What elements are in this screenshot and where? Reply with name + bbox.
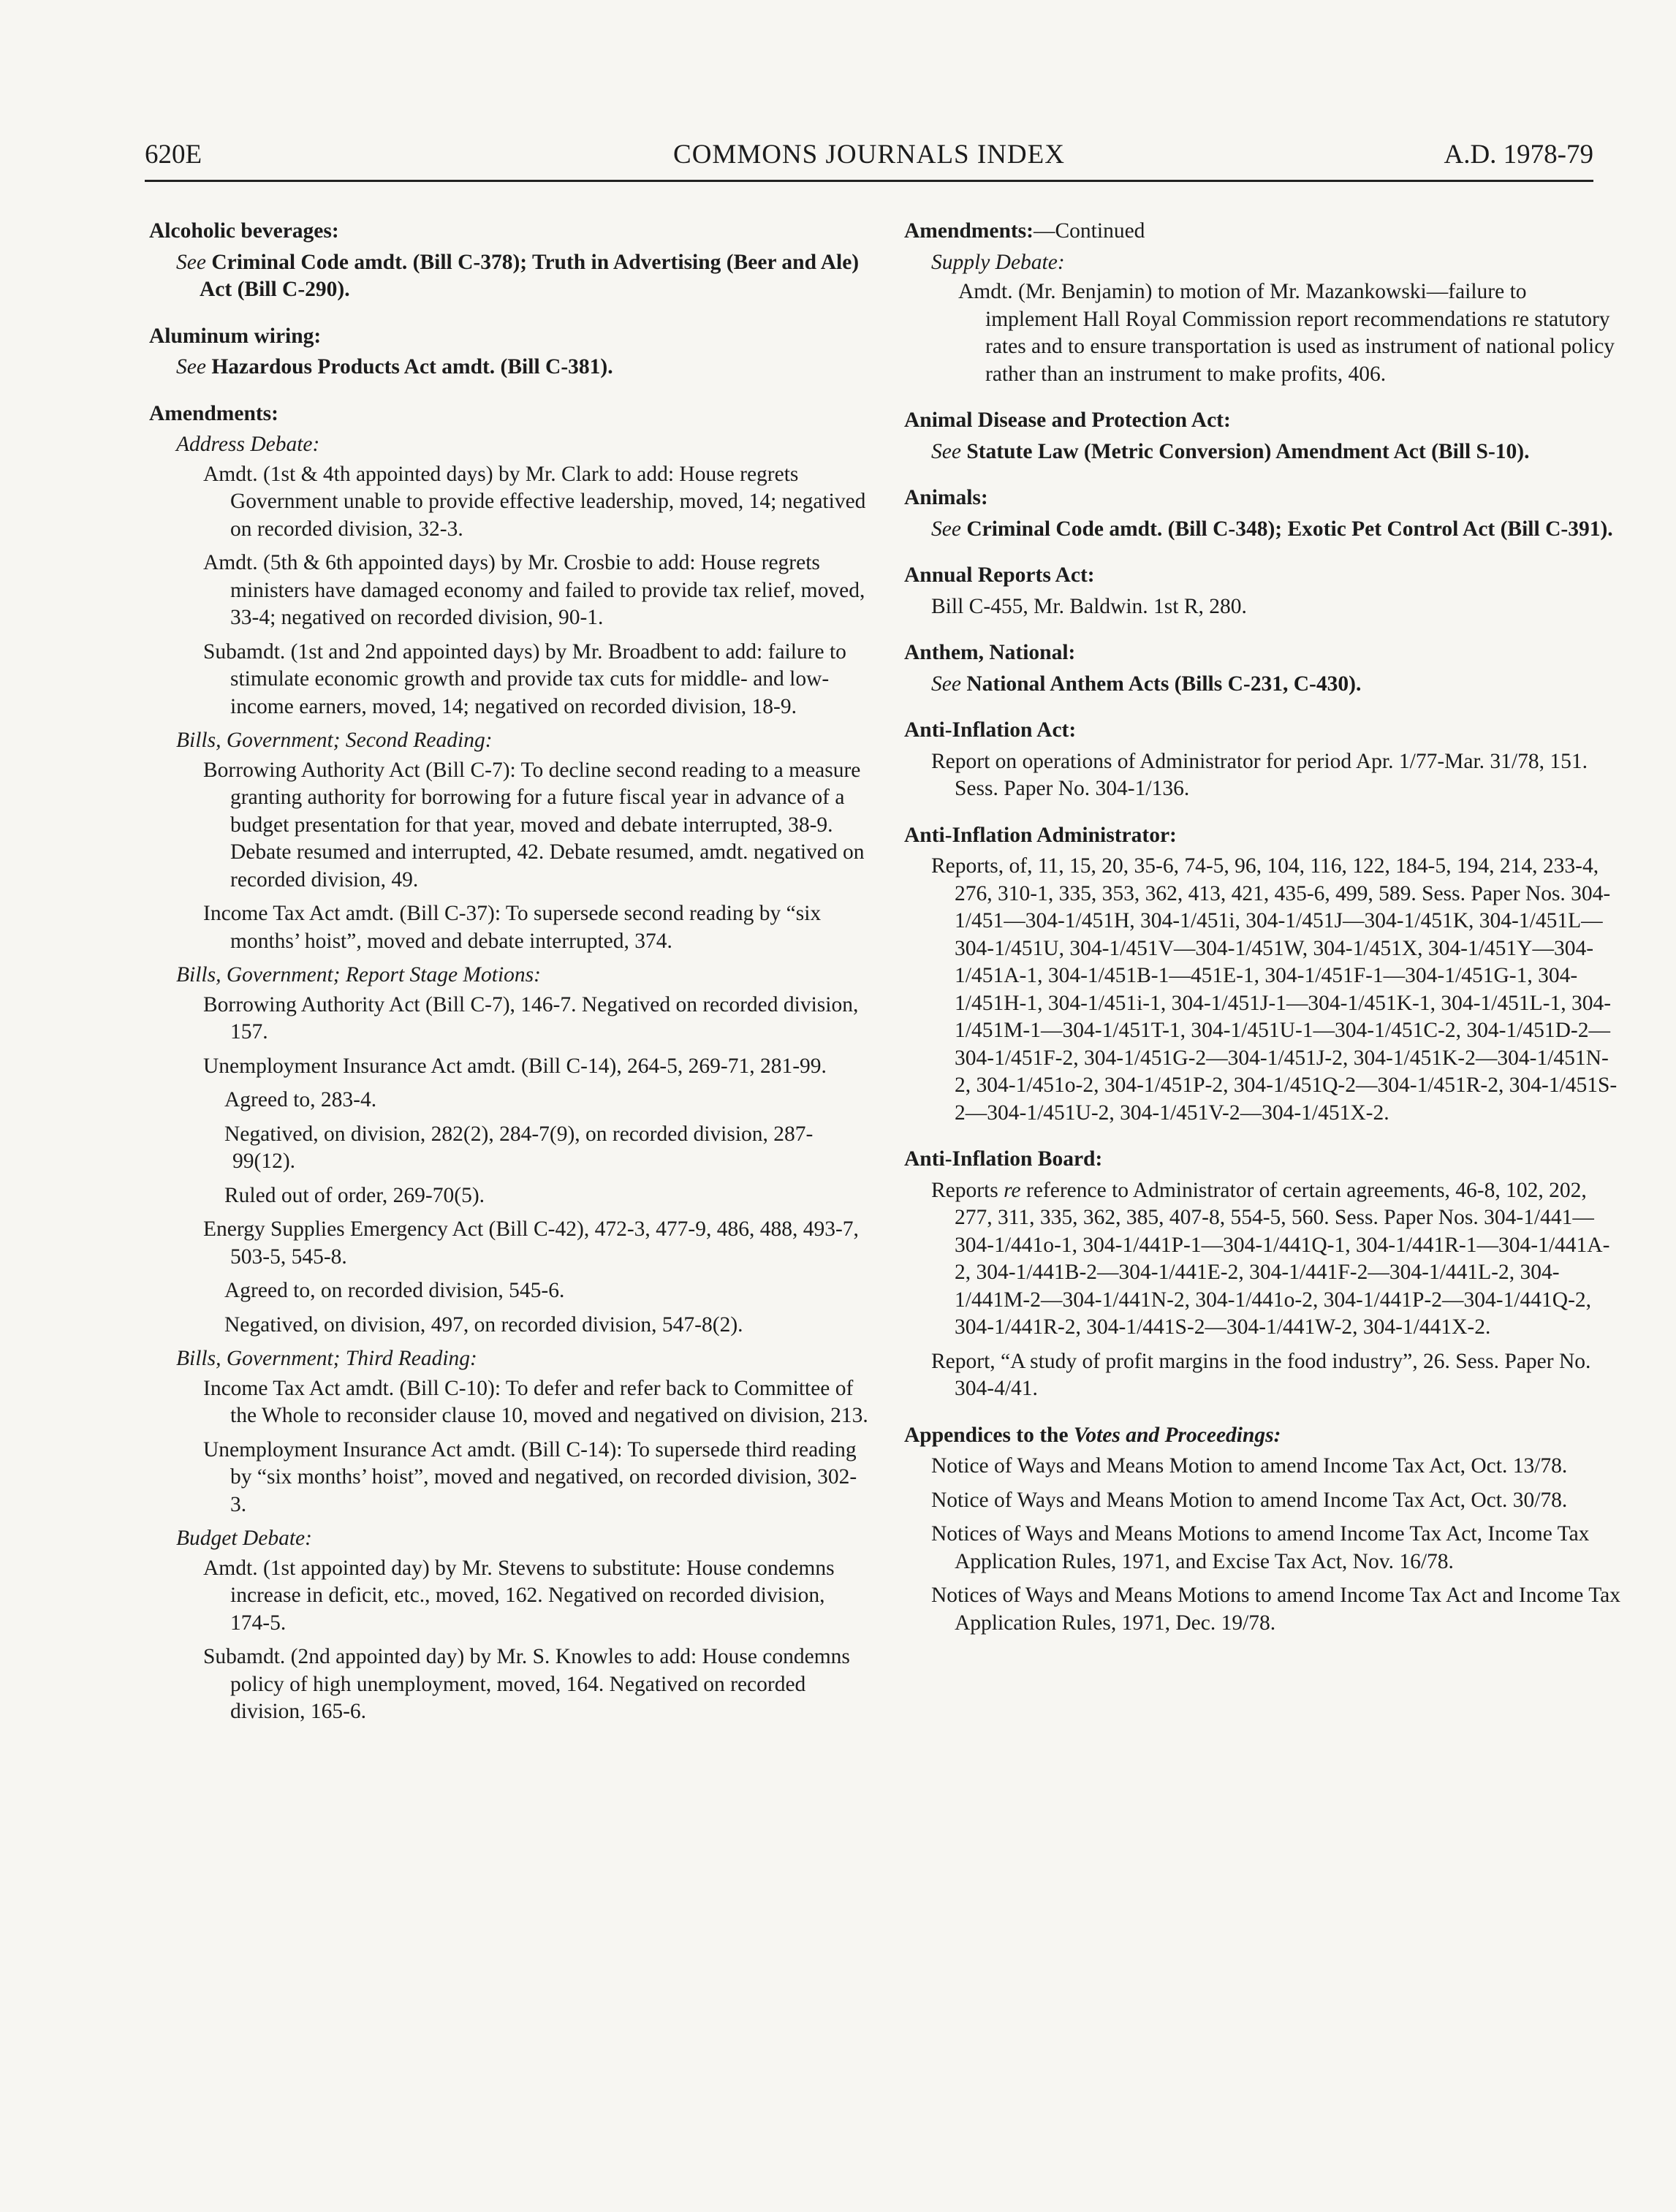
page-title: COMMONS JOURNALS INDEX: [673, 140, 1065, 170]
entry-item: Borrowing Authority Act (Bill C-7): To decline second reading to a measure granting authority for borrowing for a future fiscal year in advance of a budget presentation for that year, moved and debate interrupted, 38-9. Debate resumed and interrupted, 42. Debate resumed, amdt. negatived on recorded division, 49.: [203, 758, 865, 892]
subheading: Budget Debate:: [176, 1527, 312, 1550]
entry-item: Notices of Ways and Means Motions to amend Income Tax Act and Income Tax Application Rules, 1971, Dec. 19/78.: [931, 1584, 1621, 1635]
subheading: Bills, Government; Third Reading:: [176, 1347, 477, 1370]
entry-item: Income Tax Act amdt. (Bill C-37): To supersede second reading by “six months’ hoist”, moved and debate interrupted, 374.: [203, 902, 822, 953]
index-entry: [904, 407, 1624, 465]
index-entry: [904, 562, 1624, 620]
right-column: [904, 218, 1624, 1656]
entry-item: Bill C-455, Mr. Baldwin. 1st R, 280.: [931, 594, 1247, 618]
entry-heading: Amendments:: [149, 401, 278, 425]
left-column: [149, 218, 869, 1745]
entry-heading: Appendices to the Votes and Proceedings:: [904, 1423, 1281, 1447]
entry-item: Amdt. (5th & 6th appointed days) by Mr. Crosbie to add: House regrets ministers have damaged economy and failed to provide tax relief, moved, 33-4; negatived on recorded division, 90-1.: [203, 551, 865, 629]
entry-item: Report on operations of Administrator for period Apr. 1/77-Mar. 31/78, 151. Sess. Paper No. 304-1/136.: [931, 749, 1588, 800]
see-reference: See Statute Law (Metric Conversion) Amendment Act (Bill S-10).: [931, 439, 1530, 463]
entry-item: Unemployment Insurance Act amdt. (Bill C-14), 264-5, 269-71, 281-99.: [203, 1054, 827, 1078]
page-header: [145, 139, 1593, 177]
entry-item: Reports, of, 11, 15, 20, 35-6, 74-5, 96, 104, 116, 122, 184-5, 194, 214, 233-4, 276, 310-1, 335, 353, 362, 413, 421, 435-6, 499, 589. Sess. Paper Nos. 304-1/451—304-1/451H, 304-1/451i, 304-1/451J—304-1/451K, 304-1/451L—304-1/451U, 304-1/451V—304-1/451W, 304-1/451X, 304-1/451Y—304-1/451A-1, 304-1/451B-1—451E-1, 304-1/451F-1—304-1/451G-1, 304-1/451H-1, 304-1/451i-1, 304-1/451J-1—304-1/451K-1, 304-1/451L-1, 304-1/451M-1—304-1/451T-1, 304-1/451U-1—304-1/451C-2, 304-1/451D-2—304-1/451F-2, 304-1/451G-2—304-1/451J-2, 304-1/451K-2—304-1/451N-2, 304-1/451o-2, 304-1/451P-2, 304-1/451Q-2—304-1/451R-2, 304-1/451S-2—304-1/451U-2, 304-1/451V-2—304-1/451X-2.: [931, 854, 1618, 1125]
entry-subitem: Negatived, on division, 497, on recorded division, 547-8(2).: [224, 1312, 743, 1337]
header-rule: [145, 180, 1593, 182]
subheading: Address Debate:: [176, 433, 320, 456]
entry-item: Amdt. (1st appointed day) by Mr. Stevens to substitute: House condemns increase in deficit, etc., moved, 162. Negatived on recorded division, 174-5.: [203, 1556, 835, 1635]
see-reference: See Criminal Code amdt. (Bill C-378); Truth in Advertising (Beer and Ale) Act (Bill C-290).: [176, 250, 860, 301]
entry-item: Amdt. (Mr. Benjamin) to motion of Mr. Mazankowski—failure to implement Hall Royal Commission report recommendations re statutory rates and to ensure transportation is used as instrument of national policy rather than an instrument to make profits, 406.: [958, 280, 1615, 386]
entry-heading: Aluminum wiring:: [149, 324, 322, 348]
subheading: Bills, Government; Report Stage Motions:: [176, 963, 541, 987]
entry-item: Notice of Ways and Means Motion to amend Income Tax Act, Oct. 30/78.: [931, 1488, 1568, 1512]
page-number: 620E: [145, 140, 202, 170]
index-entry: [904, 1422, 1624, 1638]
entry-item: Report, “A study of profit margins in the food industry”, 26. Sess. Paper No. 304-4/41.: [931, 1349, 1591, 1400]
entry-heading: Animals:: [904, 486, 988, 509]
entry-heading: Amendments:—Continued: [904, 219, 1145, 243]
entry-item: Unemployment Insurance Act amdt. (Bill C-14): To supersede third reading by “six months’ hoist”, moved and negatived, on recorded division, 302-3.: [203, 1437, 857, 1516]
see-reference: See National Anthem Acts (Bills C-231, C-430).: [931, 672, 1362, 696]
see-reference: See Hazardous Products Act amdt. (Bill C-381).: [176, 355, 613, 379]
index-entry: [149, 323, 869, 381]
page-date: A.D. 1978-79: [1444, 140, 1593, 170]
entry-heading: Alcoholic beverages:: [149, 219, 339, 243]
index-entry: [149, 218, 869, 304]
entry-heading: Anti-Inflation Act:: [904, 718, 1077, 742]
entry-item: Amdt. (1st & 4th appointed days) by Mr. Clark to add: House regrets Government unable to provide effective leadership, moved, 14; negatived on recorded division, 32-3.: [203, 462, 866, 541]
entry-item: Reports re reference to Administrator of certain agreements, 46-8, 102, 202, 277, 311, 335, 362, 385, 407-8, 554-5, 560. Sess. Paper Nos. 304-1/441—304-1/441o-1, 304-1/441P-1—304-1/441Q-1, 304-1/441R-1—304-1/441A-2, 304-1/441B-2—304-1/441E-2, 304-1/441F-2—304-1/441L-2, 304-1/441M-2—304-1/441N-2, 304-1/441o-2, 304-1/441P-2—304-1/441Q-2, 304-1/441R-2, 304-1/441S-2—304-1/441W-2, 304-1/441X-2.: [931, 1178, 1610, 1339]
index-entry: [904, 484, 1624, 543]
entry-item: Borrowing Authority Act (Bill C-7), 146-7. Negatived on recorded division, 157.: [203, 992, 859, 1044]
entry-item: Subamdt. (2nd appointed day) by Mr. S. Knowles to add: House condemns policy of high unemployment, moved, 164. Negatived on recorded division, 165-6.: [203, 1645, 850, 1723]
entry-item: Notices of Ways and Means Motions to amend Income Tax Act, Income Tax Application Rules, 1971, and Excise Tax Act, Nov. 16/78.: [931, 1522, 1590, 1573]
entry-subitem: Agreed to, 283-4.: [224, 1088, 377, 1111]
subheading: Supply Debate:: [931, 250, 1065, 274]
entry-item: Income Tax Act amdt. (Bill C-10): To defer and refer back to Committee of the Whole to reconsider clause 10, moved and negatived on division, 213.: [203, 1376, 868, 1427]
index-entry: [904, 1146, 1624, 1403]
index-entry: [904, 639, 1624, 698]
entry-heading: Anthem, National:: [904, 641, 1076, 664]
subheading: Bills, Government; Second Reading:: [176, 729, 493, 752]
entry-item: Energy Supplies Emergency Act (Bill C-42), 472-3, 477-9, 486, 488, 493-7, 503-5, 545-8.: [203, 1217, 859, 1269]
entry-heading: Annual Reports Act:: [904, 563, 1095, 587]
entry-subitem: Negatived, on division, 282(2), 284-7(9), on recorded division, 287-99(12).: [224, 1122, 814, 1173]
entry-heading: Anti-Inflation Board:: [904, 1147, 1103, 1171]
index-entry: [149, 400, 869, 1726]
entry-item: Notice of Ways and Means Motion to amend Income Tax Act, Oct. 13/78.: [931, 1454, 1568, 1478]
index-entry: [904, 218, 1624, 388]
index-entry: [904, 822, 1624, 1128]
entry-subitem: Ruled out of order, 269-70(5).: [224, 1183, 485, 1207]
index-entry: [904, 717, 1624, 803]
entry-heading: Anti-Inflation Administrator:: [904, 823, 1177, 847]
entry-heading: Animal Disease and Protection Act:: [904, 408, 1231, 432]
entry-item: Subamdt. (1st and 2nd appointed days) by Mr. Broadbent to add: failure to stimulate economic growth and provide tax cuts for middle- and low-income earners, moved, 14; negatived on recorded division, 18-9.: [203, 639, 846, 718]
see-reference: See Criminal Code amdt. (Bill C-348); Exotic Pet Control Act (Bill C-391).: [931, 517, 1613, 541]
entry-subitem: Agreed to, on recorded division, 545-6.: [224, 1279, 565, 1302]
